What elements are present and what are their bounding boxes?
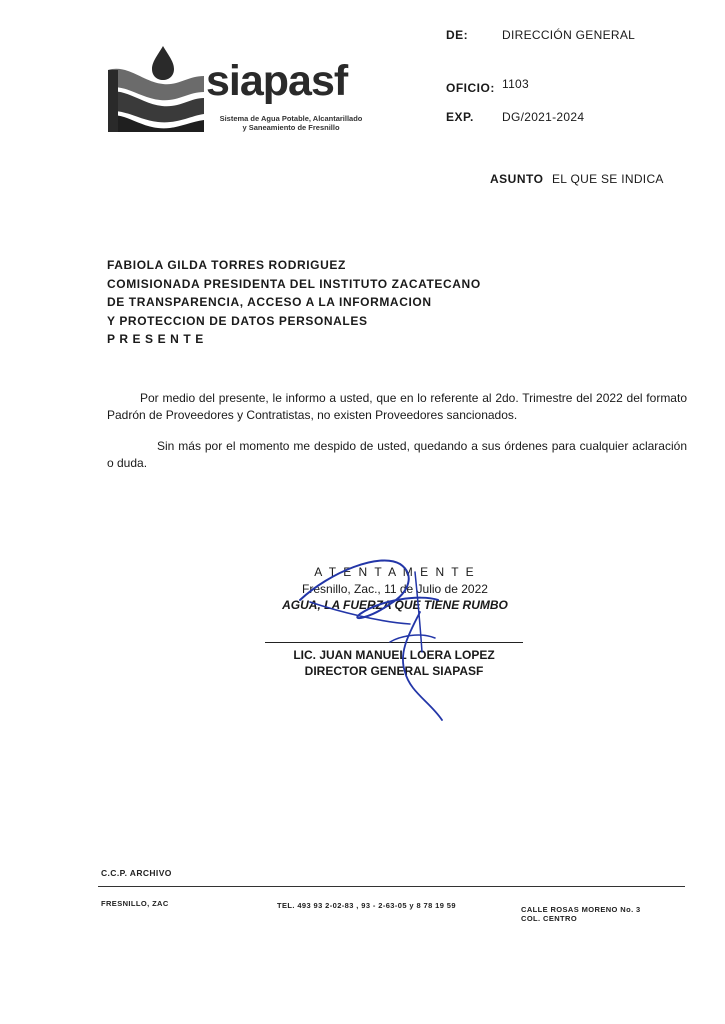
logo-subtitle-line1: Sistema de Agua Potable, Alcantarillado (219, 114, 363, 123)
closing-motto: AGUA, LA FUERZA QUE TIENE RUMBO (282, 598, 508, 612)
oficio-value: 1103 (502, 77, 530, 91)
siapasf-logo (108, 42, 373, 142)
asunto-label: ASUNTO (490, 172, 544, 186)
footer-rule (98, 886, 685, 887)
body-paragraph-2: Sin más por el momento me despido de usted, quedando a sus órdenes para cualquier aclaración o duda. (107, 439, 687, 470)
addressee-name: FABIOLA GILDA TORRES RODRIGUEZ (107, 258, 346, 272)
addressee-presente: P R E S E N T E (107, 332, 204, 346)
exp-value: DG/2021-2024 (502, 110, 585, 124)
asunto-value: EL QUE SE INDICA (552, 172, 664, 186)
body-paragraph-1: Por medio del presente, le informo a usted, que en lo referente al 2do. Trimestre del 2022 del formato Padrón de Proveedores y Contratistas, no existen Proveedores sancionados. (107, 391, 687, 422)
addressee-block (107, 256, 481, 349)
signer-title: DIRECTOR GENERAL SIAPASF (304, 664, 484, 678)
ccp-archivo: C.C.P. ARCHIVO (101, 868, 172, 878)
footer-address-line1: CALLE ROSAS MORENO No. 3 (521, 905, 641, 914)
exp-label: EXP. (446, 110, 474, 124)
signer-name: LIC. JUAN MANUEL LOERA LOPEZ (293, 648, 495, 662)
logo-wordmark: siapasf (206, 57, 348, 105)
addressee-title-line2: DE TRANSPARENCIA, ACCESO A LA INFORMACION (107, 295, 432, 309)
de-label: DE: (446, 28, 469, 42)
handwritten-signature (270, 552, 470, 722)
footer-address (521, 905, 641, 923)
logo-subtitle (211, 114, 371, 133)
closing-atentamente: A T E N T A M E N T E (314, 565, 476, 579)
footer-phones: TEL. 493 93 2-02-83 , 93 - 2-63-05 y 8 78 19 59 (277, 901, 456, 910)
footer-city: FRESNILLO, ZAC (101, 899, 169, 908)
addressee-title-line1: COMISIONADA PRESIDENTA DEL INSTITUTO ZACATECANO (107, 276, 481, 291)
footer-address-line2: COL. CENTRO (521, 914, 578, 923)
logo-subtitle-line2: y Saneamiento de Fresnillo (242, 123, 340, 133)
closing-place-date: Fresnillo, Zac., 11 de Julio de 2022 (302, 582, 488, 596)
water-drop-logo-icon (108, 42, 208, 132)
addressee-title-line3: Y PROTECCION DE DATOS PERSONALES (107, 313, 368, 328)
de-value: DIRECCIÓN GENERAL (502, 28, 636, 42)
oficio-label: OFICIO: (446, 81, 495, 95)
